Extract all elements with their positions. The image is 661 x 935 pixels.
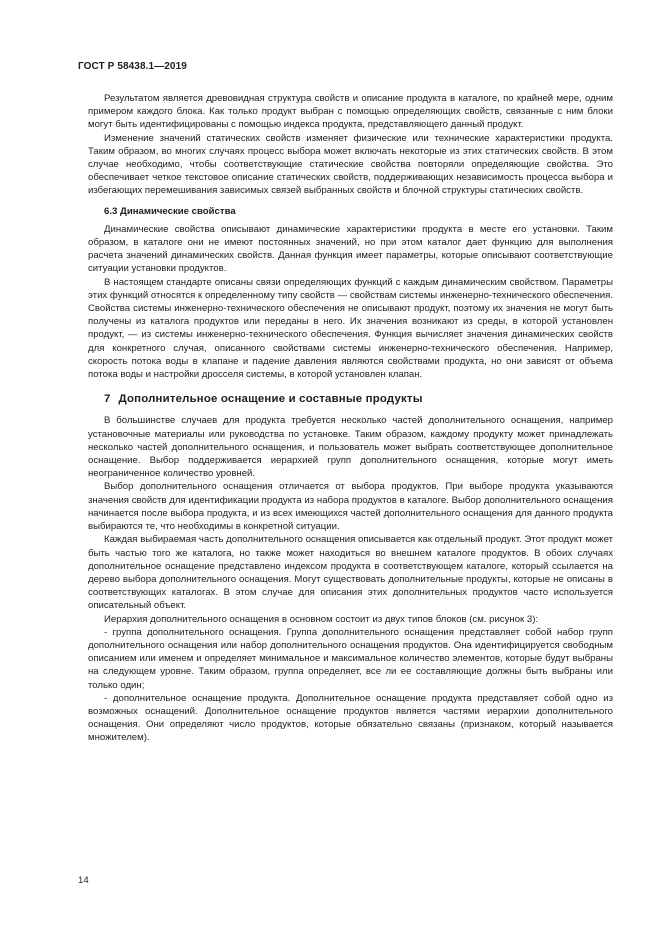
paragraph: В большинстве случаев для продукта требуется несколько частей дополнительного оснащения, например установочные материалы или руководства по установке. Таким образом, каждому продукту может принадлежать несколько частей дополнительного оснащения, и пользователь может выбрать соответствующее дополнительное оснащение. Выбор поддерживается иерархией групп дополнительного оснащения, которые могут иметь неограниченное количество уровней. bbox=[88, 415, 613, 480]
document-body bbox=[88, 92, 613, 745]
paragraph: Результатом является древовидная структура свойств и описание продукта в каталоге, по крайней мере, одним примером каждого блока. Как только продукт выбран с помощью определяющих свойств, связанные с ним блоки могут быть идентифицированы с помощью индекса продукта, представляющего данный продукт. bbox=[88, 93, 613, 131]
section-title: Дополнительное оснащение и составные продукты bbox=[118, 393, 423, 406]
page-number: 14 bbox=[78, 875, 89, 886]
section-heading bbox=[104, 393, 613, 406]
paragraph: Изменение значений статических свойств изменяет физические или технические характеристики продукта. Таким образом, во многих случаях процесс выбора может включать некоторые из этих статических свойств. В этом случае необходимо, чтобы соответствующие статические свойства повторяли определяющие свойства. Это обеспечивает четкое текстовое описание статических свойств, поддерживающих независимость процесса выбора и избегающих перемешивания зависимых связей выбранных свойств и блочной структуры статических свойств. bbox=[88, 132, 613, 197]
paragraph: В настоящем стандарте описаны связи определяющих функций с каждым динамическим свойством. Параметры этих функций относятся к определенному типу свойств — свойствам системы инженерно-технического обеспечения. Свойства системы инженерно-технического обеспечения не описывают продукт, поэтому их значения не могут быть получены из каталога продуктов или переданы в него. Их значения возникают из среды, в которой установлен продукт, — из системы инженерно-технического обеспечения. Функция вычисляет значения динамических свойств для конкретного случая, описанного свойствами системы инженерно-технического обеспечения. Например, скорость потока воды в клапане и падение давления являются свойствами продукта, но они зависят от объема потока воды и настройки дросселя системы, в которой установлен клапан. bbox=[88, 276, 613, 381]
paragraph: Иерархия дополнительного оснащения в основном состоит из двух типов блоков (см. рисунок 3): bbox=[104, 613, 539, 625]
section-number: 7 bbox=[104, 393, 111, 406]
subsection-heading: 6.3 Динамические свойства bbox=[104, 205, 236, 217]
document-header: ГОСТ Р 58438.1—2019 bbox=[78, 61, 187, 72]
paragraph: Выбор дополнительного оснащения отличается от выбора продуктов. При выборе продукта указываются значения свойств для идентификации продукта из набора продуктов в каталоге. Выбор дополнительного оснащения начинается после выбора продукта, и из всех имеющихся частей дополнительного оснащения для данного продукта выбираются те, что необходимы в конкретной ситуации. bbox=[88, 481, 613, 533]
list-item: - группа дополнительного оснащения. Группа дополнительного оснащения представляет собой набор групп дополнительного оснащения или набор дополнительного оснащения продуктов. Она идентифицируется свободным описанием или именем и определяет минимальное и максимальное количество элементов, которые будут выбраны на следующем уровне. Таким образом, группа определяет, все ли ее составляющие должны быть выбраны или только один; bbox=[88, 626, 613, 691]
paragraph: Динамические свойства описывают динамические характеристики продукта в месте его установки. Таким образом, в каталоге они не имеют постоянных значений, но при этом каталог дает функцию для выполнения расчета значений динамических свойств. Данная функция имеет параметры, которые описывают соответствующие ситуации установки продуктов. bbox=[88, 223, 613, 275]
list-item: - дополнительное оснащение продукта. Дополнительное оснащение продукта представляет собой одно из возможных оснащений. Дополнительное оснащение продуктов является частями иерархии дополнительного оснащения. Они определяют число продуктов, которые обязательно связаны (признаком, который называется множителем). bbox=[88, 692, 613, 744]
paragraph: Каждая выбираемая часть дополнительного оснащения описывается как отдельный продукт. Этот продукт может быть частью того же каталога, но также может находиться во внешнем каталоге продуктов. В обоих случаях дополнительное оснащение представлено индексом продукта в соответствующем каталоге, который ссылается на дерево выбора дополнительного оснащения. Могут существовать дополнительные продукты, которые не описаны в соответствующих каталогах. В этом случае для описания этих дополнительных продуктов часто используется описательный объект. bbox=[88, 534, 613, 612]
